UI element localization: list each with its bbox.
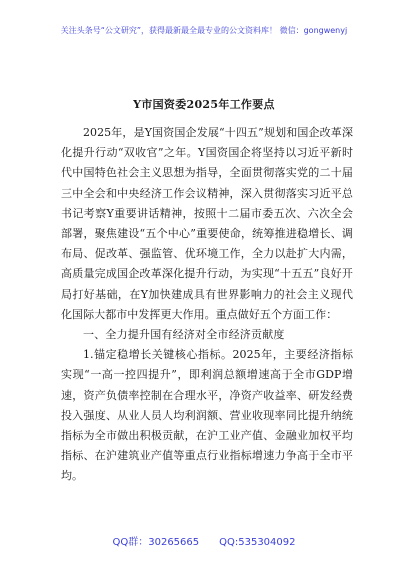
document-body [61,123,353,487]
footer-qq-number: QQ:535304092 [219,537,296,548]
header-promo-note: 关注头条号“公文研究”，获得最新最全最专业的公文资料库！ 微信：gongwenyj [60,26,348,35]
intro-paragraph: 2025年，是Y国资国企发展“十四五”规划和国企改革深化提升行动“双收官”之年。Y国资国企将坚持以习近平新时代中国特色社会主义思想为指导，全面贯彻落实党的二十届三中全会和中央经济工作会议精神，深入贯彻落实习近平总书记考察Y重要讲话精神，按照十二届市委五次、六次全会部署，聚焦建设“五个中心”重要使命，统筹推进稳增长、调布局、促改革、强监管、优环境工作，全力以赴扩大内需，高质量完成国企改革深化提升行动，为实现“十五五”良好开局打好基础，在Y加快建成具有世界影响力的社会主义现代化国际大都市中发挥更大作用。重点做好五个方面工作： [61,126,353,321]
section-heading-1: 一、全力提升国有经济对全市经济贡献度 [83,328,285,342]
footer-contact [0,537,408,549]
section-1-item-1: 1.锚定稳增长关键核心指标。2025年，主要经济指标实现“一高一控四提升”，即利润总额增速高于全市GDP增速，资产负债率控制在合理水平，净资产收益率、研发经费投入强度、从业人员人均利润额、营业收现率同比提升纳统指标为全市做出积极贡献，在沪工业产值、金融业加权平均指标、在沪建筑业产值等重点行业指标增速力争高于全市平均。 [61,348,353,483]
footer-qq-group: QQ群：30265665 [112,537,200,548]
document-title: Y市国资委2025年工作要点 [133,98,275,111]
